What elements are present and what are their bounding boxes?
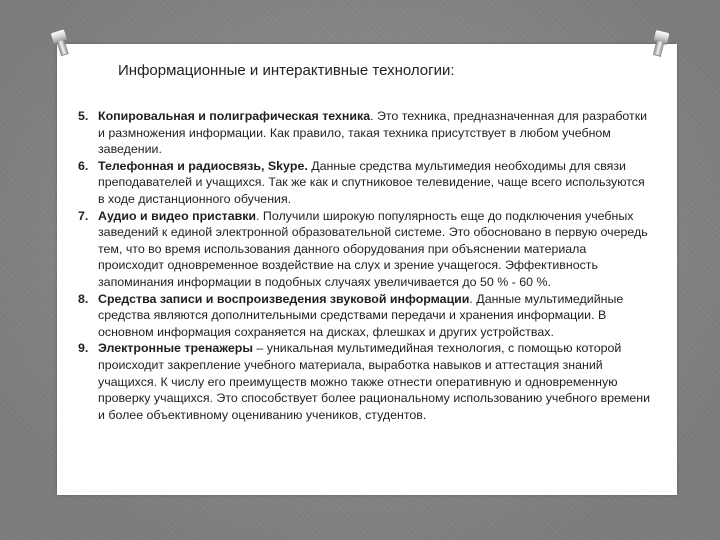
item-text: . Данные мультимедийные средства являются дополнительными средствами передачи и хранения информации. В основном информация сохраняется на дисках, флешках и других устройствах.	[98, 291, 624, 339]
item-number: 8.	[78, 291, 89, 306]
pushpin-stem	[57, 40, 69, 57]
item-heading: Копировальная и полиграфическая техника	[98, 109, 371, 123]
numbered-list	[78, 108, 652, 423]
item-heading: Средства записи и воспроизведения звуковой информации	[98, 291, 470, 306]
item-number: 5.	[78, 109, 89, 123]
item-heading: Аудио и видео приставки	[98, 208, 257, 223]
slide-title: Информационные и интерактивные технологии:	[118, 62, 455, 79]
list-item	[78, 291, 652, 341]
list-item	[78, 108, 652, 158]
list-item	[78, 158, 652, 208]
item-text: Данные средства мультимедия необходимы для связи преподавателей и учащихся. Так же как и спутниковое телевидение, чаще всего используются в ходе дистанционного обучения.	[98, 158, 645, 206]
pushpin-stem	[653, 40, 664, 56]
item-heading: Электронные тренажеры	[98, 341, 253, 356]
item-number: 7.	[78, 208, 89, 223]
list-item	[78, 208, 652, 291]
item-text: . Получили широкую популярность еще до подключения учебных заведений к единой электронной образовательной системе. Это обосновано в первую очередь тем, что во время использования данного оборудования при объяснении материала происходит одновременное воздействие на слух и зрение учащегося. Эффективность запоминания информации в подобных случаях увеличивается до 50 % - 60 %.	[98, 208, 648, 289]
list-item	[78, 340, 652, 423]
item-number: 6.	[78, 158, 89, 173]
item-text: – уникальная мультимедийная технология, с помощью которой происходит закрепление учебного материала, выработка навыков и аттестация знаний учащихся. К числу его преимуществ можно также отнести оперативную и одновременную проверку учащихся. Это способствует более рациональному использованию учебного времени и более объективному оцениванию учеников, студентов.	[98, 341, 651, 422]
item-text: . Это техника, предназначенная для разработки и размножения информации. Как правило, такая техника присутствует в любом учебном заведении.	[98, 109, 648, 157]
item-heading: Телефонная и радиосвязь, Skype.	[98, 158, 308, 173]
item-number: 9.	[78, 341, 89, 356]
